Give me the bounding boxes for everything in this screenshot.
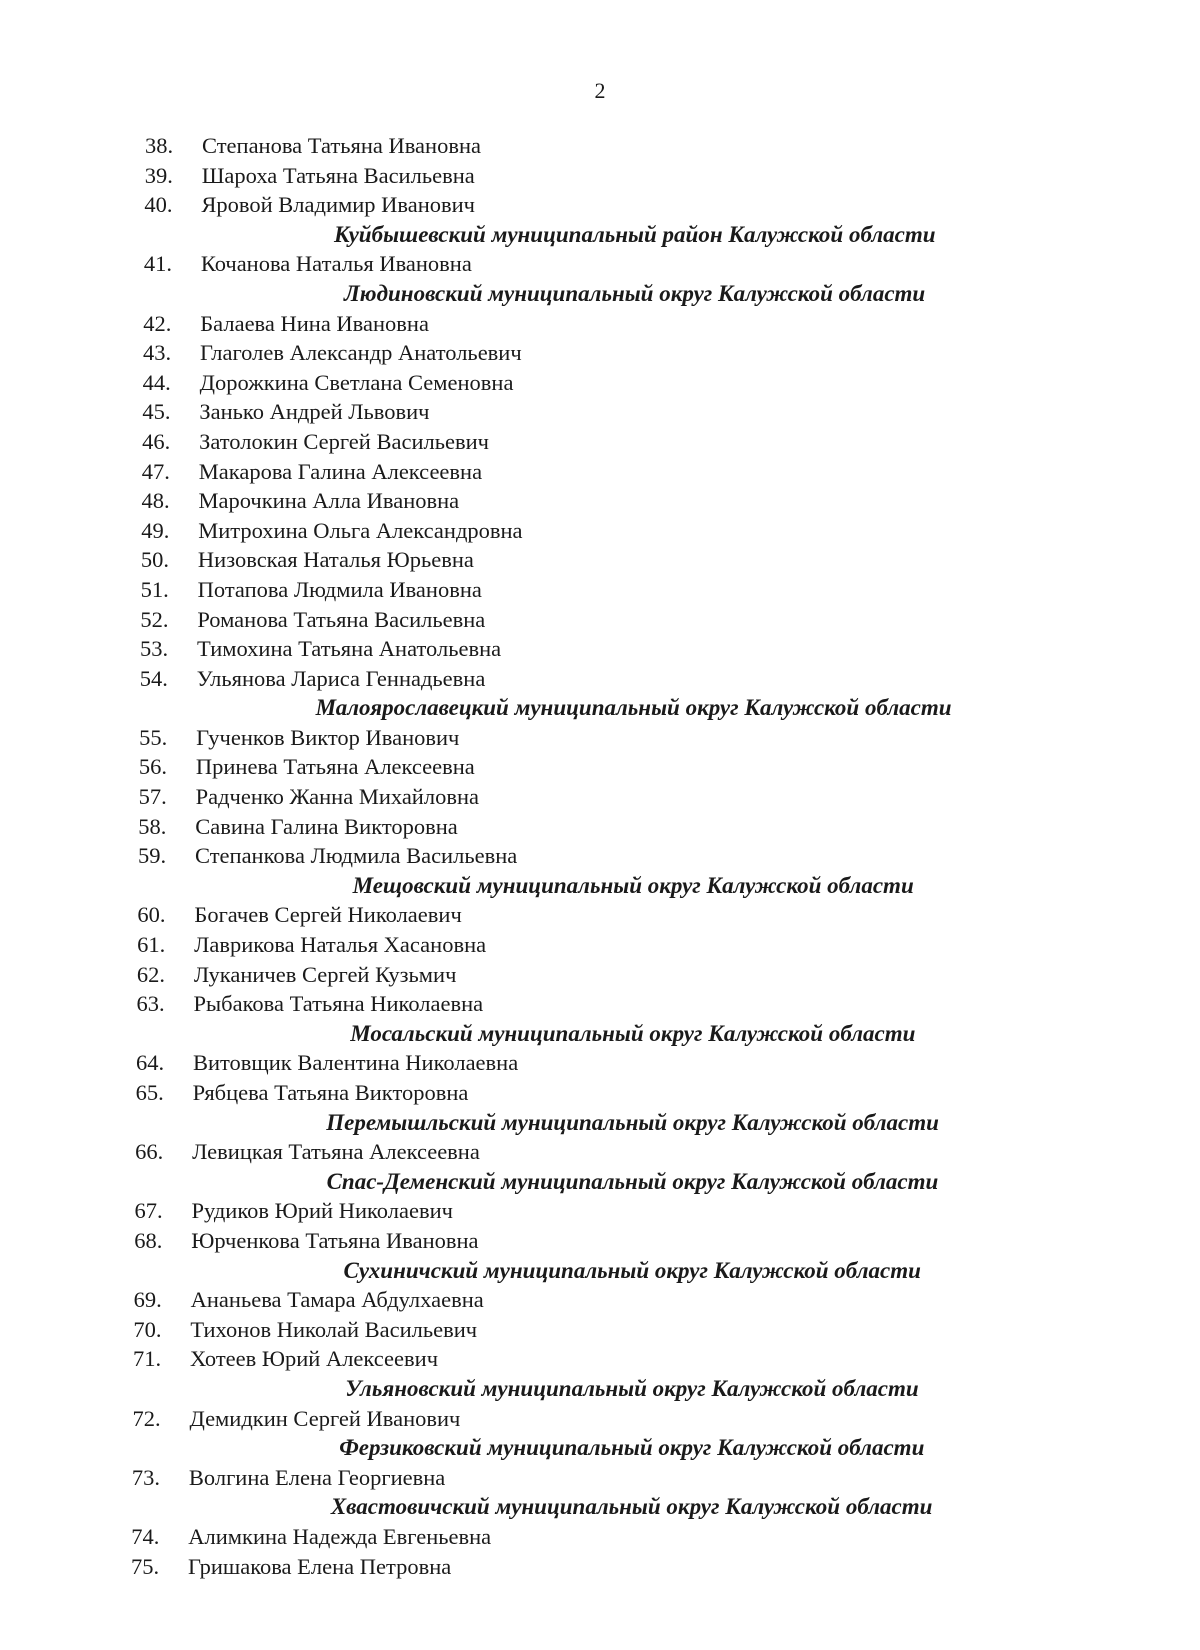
list-item	[0, 1552, 1200, 1582]
district-heading: Малоярославецкий муниципальный округ Калужской области	[315, 695, 952, 721]
item-number: 50.	[140, 547, 170, 573]
item-number: 68.	[134, 1227, 163, 1253]
item-number: 58.	[138, 813, 167, 839]
person-name: Гришакова Елена Петровна	[188, 1553, 452, 1579]
item-number: 62.	[136, 961, 165, 987]
item-number: 47.	[141, 458, 170, 484]
person-name: Низовская Наталья Юрьевна	[197, 547, 474, 573]
district-heading: Мещовский муниципальный округ Калужской области	[352, 872, 914, 898]
person-name: Глаголев Александр Анатольевич	[199, 340, 522, 366]
list-item	[0, 1285, 1200, 1315]
person-name: Дорожкина Светлана Семеновна	[199, 369, 514, 395]
person-name: Гученков Виктор Иванович	[196, 724, 460, 750]
item-number: 60.	[137, 902, 166, 928]
list-item	[0, 190, 1200, 220]
person-name: Степанова Татьяна Ивановна	[202, 133, 481, 158]
district-heading: Ферзиковский муниципальный округ Калужской области	[339, 1435, 925, 1461]
list-item	[0, 1315, 1200, 1345]
list-item	[0, 1048, 1200, 1078]
list-item	[0, 1196, 1200, 1226]
item-number: 67.	[134, 1198, 163, 1224]
person-name: Романова Татьяна Васильевна	[197, 606, 486, 632]
item-number: 61.	[137, 932, 166, 958]
person-name: Занько Андрей Львович	[199, 399, 430, 425]
list-item	[0, 1137, 1200, 1167]
list-item	[0, 841, 1200, 871]
person-name: Марочкина Алла Ивановна	[198, 488, 460, 514]
list-item	[0, 575, 1200, 605]
district-heading: Сухиничский муниципальный округ Калужской области	[343, 1257, 921, 1283]
list-item	[0, 1463, 1200, 1493]
person-name: Тимохина Татьяна Анатольевна	[197, 636, 502, 662]
district-heading: Мосальский муниципальный округ Калужской области	[350, 1020, 916, 1046]
list-item	[0, 812, 1200, 842]
item-number: 49.	[141, 517, 170, 543]
item-number: 52.	[140, 606, 169, 632]
item-number: 64.	[135, 1050, 165, 1076]
list-item	[0, 131, 1200, 161]
list-item	[0, 664, 1200, 694]
item-number: 63.	[136, 991, 165, 1017]
list-item	[0, 1522, 1200, 1552]
item-number: 59.	[138, 843, 167, 869]
list-item	[0, 1404, 1200, 1434]
item-number: 44.	[142, 369, 171, 395]
list-item	[0, 900, 1200, 930]
person-name: Потапова Людмила Ивановна	[197, 576, 482, 602]
item-number: 39.	[144, 162, 173, 188]
item-number: 51.	[140, 576, 169, 602]
page-number: 2	[594, 78, 606, 103]
list-item	[0, 605, 1200, 635]
district-heading: Хвастовичский муниципальный округ Калужской области	[330, 1494, 933, 1520]
person-name: Витовщик Валентина Николаевна	[192, 1050, 519, 1076]
person-name: Макарова Галина Алексеевна	[198, 458, 483, 484]
list-item	[0, 397, 1200, 427]
item-number: 65.	[135, 1080, 164, 1105]
list-item	[0, 1344, 1200, 1374]
list-item	[0, 545, 1200, 575]
district-heading: Людиновский муниципальный округ Калужской области	[344, 280, 926, 306]
person-name: Кочанова Наталья Ивановна	[200, 251, 472, 277]
person-name: Юрченкова Татьяна Ивановна	[191, 1227, 479, 1253]
list-item	[0, 516, 1200, 546]
list-item	[0, 1078, 1200, 1108]
person-name: Митрохина Ольга Александровна	[198, 517, 523, 543]
person-name: Ананьева Тамара Абдулхаевна	[190, 1287, 484, 1313]
item-number: 66.	[135, 1139, 164, 1165]
district-heading: Ульяновский муниципальный округ Калужской области	[345, 1375, 919, 1401]
person-name: Богачев Сергей Николаевич	[194, 902, 462, 928]
list-item	[0, 486, 1200, 516]
item-number: 45.	[142, 399, 171, 425]
person-name: Савина Галина Викторовна	[195, 813, 458, 839]
item-number: 38.	[145, 133, 174, 158]
person-name: Яровой Владимир Иванович	[201, 192, 475, 218]
item-number: 43.	[142, 340, 172, 366]
item-number: 55.	[139, 724, 168, 750]
item-number: 41.	[143, 251, 172, 277]
list-item	[0, 249, 1200, 279]
list-item	[0, 457, 1200, 487]
person-name: Степанкова Людмила Васильевна	[195, 843, 518, 869]
item-number: 42.	[143, 310, 172, 336]
item-number: 46.	[142, 428, 171, 454]
district-heading: Перемышльский муниципальный округ Калужской области	[326, 1109, 939, 1135]
list-item	[0, 989, 1200, 1019]
person-name: Радченко Жанна Михайловна	[195, 784, 479, 810]
item-number: 70.	[133, 1316, 162, 1342]
item-number: 56.	[138, 754, 167, 780]
list-item	[0, 930, 1200, 960]
person-name: Луканичев Сергей Кузьмич	[193, 961, 457, 987]
item-number: 74.	[131, 1523, 160, 1549]
person-name: Затолокин Сергей Васильевич	[199, 428, 489, 454]
person-name: Хотеев Юрий Алексеевич	[190, 1346, 439, 1372]
district-heading: Куйбышевский муниципальный район Калужской области	[333, 221, 936, 247]
item-number: 48.	[141, 488, 170, 514]
person-name: Волгина Елена Георгиевна	[188, 1464, 446, 1490]
list-item	[0, 723, 1200, 753]
person-name: Демидкин Сергей Иванович	[189, 1405, 461, 1431]
item-number: 54.	[139, 665, 168, 691]
list-item	[0, 368, 1200, 398]
document-list	[0, 131, 1200, 1581]
list-item	[0, 161, 1200, 191]
person-name: Принева Татьяна Алексеевна	[195, 754, 475, 780]
person-name: Тихонов Николай Васильевич	[190, 1316, 478, 1342]
person-name: Рыбакова Татьяна Николаевна	[193, 991, 484, 1017]
person-name: Балаева Нина Ивановна	[200, 310, 429, 336]
person-name: Алимкина Надежда Евгеньевна	[188, 1523, 492, 1549]
person-name: Рябцева Татьяна Викторовна	[192, 1080, 469, 1105]
list-item	[0, 782, 1200, 812]
item-number: 75.	[131, 1553, 160, 1579]
list-item	[0, 309, 1200, 339]
item-number: 40.	[144, 192, 173, 218]
person-name: Рудиков Юрий Николаевич	[191, 1198, 453, 1224]
list-item	[0, 427, 1200, 457]
person-name: Левицкая Татьяна Алексеевна	[192, 1139, 480, 1165]
district-heading: Спас-Деменский муниципальный округ Калужской области	[326, 1168, 939, 1194]
list-item	[0, 338, 1200, 368]
item-number: 71.	[133, 1346, 162, 1372]
list-item	[0, 752, 1200, 782]
item-number: 72.	[132, 1405, 161, 1431]
person-name: Лаврикова Наталья Хасановна	[194, 932, 487, 958]
list-item	[0, 960, 1200, 990]
item-number: 53.	[140, 636, 169, 662]
item-number: 73.	[131, 1464, 160, 1490]
item-number: 57.	[138, 784, 167, 810]
list-item	[0, 634, 1200, 664]
item-number: 69.	[133, 1287, 162, 1313]
list-item	[0, 1226, 1200, 1256]
person-name: Шароха Татьяна Васильевна	[201, 162, 475, 188]
person-name: Ульянова Лариса Геннадьевна	[196, 665, 486, 691]
